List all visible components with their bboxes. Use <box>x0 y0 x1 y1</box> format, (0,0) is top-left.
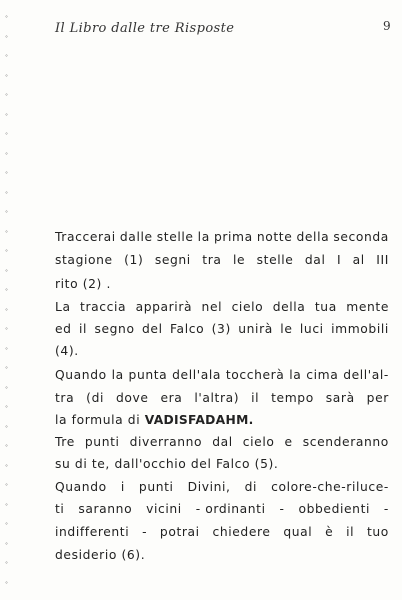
word: stagione <box>55 253 113 267</box>
margin-dot: ° <box>5 347 8 354</box>
word: Falco <box>170 322 205 336</box>
word: tuo <box>366 525 389 539</box>
word: sarà <box>325 391 355 405</box>
margin-dot: ° <box>5 561 8 568</box>
text-line: (4). <box>55 344 79 358</box>
formula-name: VADISFADAHM. <box>144 413 254 427</box>
word: traccia <box>80 300 127 314</box>
line-text: la formula di <box>55 413 145 427</box>
word: - <box>383 502 389 516</box>
margin-dot: ° <box>5 269 8 276</box>
word: il <box>251 391 260 405</box>
margin-dot: ° <box>5 542 8 549</box>
word: dell'ala <box>172 368 221 382</box>
word: III <box>376 253 389 267</box>
word: segni <box>154 253 191 267</box>
text-line <box>55 413 254 435</box>
word: notte <box>256 230 293 244</box>
word: tempo <box>271 391 314 405</box>
text-line: su di te, dall'occhio del Falco (5). <box>55 457 279 471</box>
word: Divini, <box>187 480 231 494</box>
word: La <box>55 300 71 314</box>
word: ti <box>55 502 65 516</box>
margin-dot: ° <box>5 171 8 178</box>
page-number: 9 <box>383 19 391 33</box>
word: della <box>296 230 330 244</box>
word: Quando <box>55 480 107 494</box>
word: stelle <box>156 230 194 244</box>
text-line <box>55 300 389 322</box>
word: immobili <box>331 322 389 336</box>
margin-dot: ° <box>5 444 8 451</box>
word: cima <box>306 368 339 382</box>
word: di <box>244 480 258 494</box>
margin-dot: ° <box>5 74 8 81</box>
margin-dot: ° <box>5 522 8 529</box>
running-header-title: Il Libro dalle tre Risposte <box>55 21 235 36</box>
word: tra <box>55 391 75 405</box>
margin-dot: ° <box>5 581 8 588</box>
word: Tre <box>55 435 75 449</box>
word: (3) <box>211 322 231 336</box>
text-line <box>55 253 389 275</box>
word: punti <box>138 480 174 494</box>
margin-dot: ° <box>5 425 8 432</box>
word: i <box>120 480 125 494</box>
text-line: rito (2) . <box>55 277 111 291</box>
word: saranno <box>78 502 133 516</box>
word: scenderanno <box>302 435 389 449</box>
word: cielo <box>231 300 264 314</box>
word: la <box>111 368 124 382</box>
margin-dot: ° <box>5 405 8 412</box>
word: unirà <box>238 322 273 336</box>
word: per <box>366 391 389 405</box>
word: dell'al- <box>343 368 389 382</box>
margin-dot: ° <box>5 93 8 100</box>
text-line <box>55 480 389 502</box>
word: nel <box>201 300 223 314</box>
word: dalle <box>119 230 153 244</box>
word: tra <box>202 253 222 267</box>
text-line <box>55 435 389 457</box>
margin-dot: ° <box>5 249 8 256</box>
text-line: desiderio (6). <box>55 548 146 562</box>
margin-dot: ° <box>5 464 8 471</box>
word: mente <box>346 300 389 314</box>
margin-dot: ° <box>5 113 8 120</box>
word: punta <box>128 368 168 382</box>
margin-dot: ° <box>5 152 8 159</box>
word: Quando <box>55 368 107 382</box>
word: cielo <box>242 435 275 449</box>
margin-dot: ° <box>5 35 8 42</box>
word: luci <box>299 322 324 336</box>
margin-dot: ° <box>5 210 8 217</box>
text-line <box>55 322 389 344</box>
margin-dot: ° <box>5 503 8 510</box>
margin-dot: ° <box>5 230 8 237</box>
word: I <box>336 253 342 267</box>
word: l'altra) <box>194 391 240 405</box>
margin-dot: ° <box>5 288 8 295</box>
margin-dot: ° <box>5 308 8 315</box>
word: della <box>272 300 306 314</box>
word: Traccerai <box>55 230 116 244</box>
margin-dot: ° <box>5 15 8 22</box>
margin-dot: ° <box>5 483 8 490</box>
word: le <box>232 253 246 267</box>
word: - ordinanti <box>195 502 266 516</box>
word: (di <box>86 391 104 405</box>
word: potrai <box>159 525 200 539</box>
word: toccherà <box>225 368 285 382</box>
margin-dot: ° <box>5 386 8 393</box>
text-line <box>55 391 389 413</box>
margin-dot: ° <box>5 132 8 139</box>
margin-dot: ° <box>5 191 8 198</box>
word: è <box>325 525 334 539</box>
word: (1) <box>124 253 144 267</box>
word: vicini <box>146 502 182 516</box>
word: stelle <box>256 253 294 267</box>
word: tua <box>314 300 337 314</box>
word: chiedere <box>212 525 271 539</box>
margin-dot: ° <box>5 366 8 373</box>
text-line <box>55 230 389 252</box>
word: obbedienti <box>298 502 371 516</box>
word: al <box>352 253 365 267</box>
word: era <box>160 391 183 405</box>
text-line <box>55 502 389 524</box>
word: il <box>346 525 355 539</box>
word: segno <box>94 322 135 336</box>
word: il <box>79 322 88 336</box>
word: punti <box>84 435 120 449</box>
word: apparirà <box>135 300 193 314</box>
word: del <box>142 322 163 336</box>
word: colore-che-riluce- <box>271 480 389 494</box>
word: dove <box>115 391 149 405</box>
text-line <box>55 368 389 390</box>
word: - <box>279 502 285 516</box>
word: prima <box>213 230 253 244</box>
word: ed <box>55 322 72 336</box>
word: indifferenti <box>55 525 130 539</box>
word: qual <box>283 525 313 539</box>
word: e <box>284 435 293 449</box>
margin-dot: ° <box>5 54 8 61</box>
margin-dot: ° <box>5 327 8 334</box>
word: la <box>289 368 302 382</box>
word: - <box>142 525 148 539</box>
word: la <box>197 230 210 244</box>
word: le <box>280 322 293 336</box>
word: diverranno <box>129 435 203 449</box>
text-line <box>55 525 389 547</box>
word: seconda <box>333 230 389 244</box>
word: dal <box>212 435 233 449</box>
word: dal <box>304 253 326 267</box>
